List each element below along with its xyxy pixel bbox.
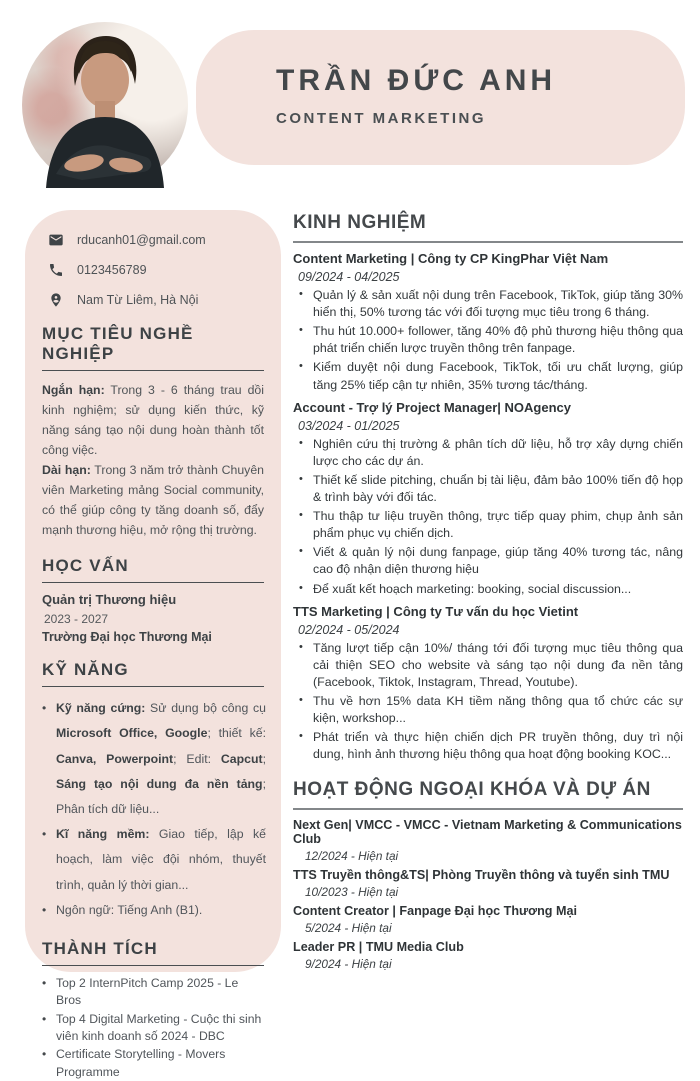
contact-address-row bbox=[48, 292, 266, 308]
skill-item-soft: • Kĩ năng mềm: Giao tiếp, lập kế hoạch, làm việc đội nhóm, thuyết trình, quản lý thời gian... bbox=[42, 822, 266, 898]
job-bullet: • Để xuất kết hoạch marketing: booking, social discussion... bbox=[297, 581, 683, 598]
objective-long-term bbox=[42, 460, 264, 540]
job-date: 09/2024 - 04/2025 bbox=[298, 270, 400, 284]
achievements-heading: THÀNH TÍCH bbox=[42, 939, 264, 966]
activity-title: Leader PR | TMU Media Club bbox=[293, 940, 464, 955]
job-bullet: • Phát triển và thực hiện chiến dịch PR truyền thông, duy trì nội dung, hình ảnh thương hiệu thông qua hoạt động booking KOC... bbox=[297, 729, 683, 763]
activity-item bbox=[293, 940, 683, 971]
experience-job bbox=[293, 400, 683, 598]
job-date: 03/2024 - 01/2025 bbox=[298, 418, 400, 433]
job-bullet: • Thu hút 10.000+ follower, tăng 40% độ phủ thương hiệu thông qua phát triển chiến lược truyền thông trên fanpage. bbox=[297, 323, 683, 357]
experience-job bbox=[293, 604, 683, 764]
activity-title: Content Creator | Fanpage Đại học Thương Mại bbox=[293, 904, 577, 919]
job-bullet: • Thiết kế slide pitching, chuẩn bị tài liệu, đảm bảo 100% tiến độ họp & trình bày với đối tác. bbox=[297, 472, 683, 506]
experience-heading: KINH NGHIỆM bbox=[293, 212, 683, 243]
job-title: Account - Trợ lý Project Manager| NOAgency bbox=[293, 399, 571, 415]
objective-short-text: Trong 3 - 6 tháng trau dồi kinh nghiệm; sử dụng kiến thức, kỹ năng sáng tạo nội dung hoàn thành tốt công việc. bbox=[42, 383, 264, 458]
education-major: Quản trị Thương hiệu bbox=[42, 592, 177, 608]
header-banner bbox=[196, 30, 685, 165]
job-bullet: • Thu thập tư liệu truyền thông, trực tiếp quay phim, chụp ảnh sản phẩm phục vụ chiến dịch. bbox=[297, 508, 683, 542]
achievement-item: • Certificate Storytelling - Movers Programme bbox=[42, 1046, 266, 1081]
job-bullet: • Quản lý & sản xuất nội dung trên Facebook, TikTok, giúp tăng 30% hiển thị, 50% tương tác với đối tượng mục tiêu trong 6 tháng. bbox=[297, 287, 683, 321]
job-bullet: • Tăng lượt tiếp cận 10%/ tháng tới đối tượng mục tiêu thông qua cải thiện SEO cho website và sáng tạo nội dung đa nền tảng (Facebook, Tiktok, Instagram, Thread, Youtube). bbox=[297, 640, 683, 691]
activity-title: Next Gen| VMCC - VMCC - Vietnam Marketing & Communications Club bbox=[293, 818, 682, 847]
person-portrait-illustration bbox=[22, 22, 188, 188]
email-text: rducanh01@gmail.com bbox=[77, 233, 206, 247]
phone-icon bbox=[48, 262, 64, 278]
objective-short-term bbox=[42, 380, 264, 460]
education-years: 2023 - 2027 bbox=[44, 612, 109, 627]
objective-short-label: Ngắn hạn: bbox=[42, 383, 105, 397]
main-column bbox=[293, 212, 683, 976]
job-bullet-list bbox=[293, 640, 683, 764]
candidate-role: CONTENT MARKETING bbox=[276, 110, 486, 127]
sidebar bbox=[25, 210, 281, 1079]
contact-phone-row bbox=[48, 262, 266, 278]
skills-list bbox=[42, 696, 266, 923]
job-bullet: • Thu về hơn 15% data KH tiềm năng thông qua tổ chức các sự kiện, workshop... bbox=[297, 693, 683, 727]
activity-item bbox=[293, 904, 683, 935]
achievement-item: • Top 2 InternPitch Camp 2025 - Le Bros bbox=[42, 975, 266, 1010]
activity-date: 5/2024 - Hiện tại bbox=[305, 921, 392, 936]
activity-item bbox=[293, 868, 683, 899]
activity-date: 10/2023 - Hiện tại bbox=[305, 885, 399, 900]
contact-email-row bbox=[48, 232, 266, 248]
skills-heading: KỸ NĂNG bbox=[42, 660, 264, 687]
education-school: Trường Đại học Thương Mại bbox=[42, 630, 212, 645]
activity-date: 12/2024 - Hiện tại bbox=[305, 849, 399, 864]
activities-heading: HOẠT ĐỘNG NGOẠI KHÓA VÀ DỰ ÁN bbox=[293, 779, 683, 810]
experience-job bbox=[293, 251, 683, 394]
profile-photo bbox=[22, 22, 188, 188]
job-bullet: • Kiểm duyệt nội dung Facebook, TikTok, tối ưu chất lượng, giúp tăng 25% tiếp cận tự nhiên, 35% tương tác/tháng. bbox=[297, 359, 683, 393]
achievements-list bbox=[42, 975, 266, 1081]
location-pin-icon bbox=[48, 292, 64, 308]
activity-date: 9/2024 - Hiện tại bbox=[305, 957, 392, 972]
job-bullet: • Nghiên cứu thị trường & phân tích dữ liệu, hỗ trợ xây dựng chiến lược cho các dự án. bbox=[297, 436, 683, 470]
address-text: Nam Từ Liêm, Hà Nội bbox=[77, 293, 199, 307]
job-title: Content Marketing | Công ty CP KingPhar Việt Nam bbox=[293, 251, 609, 266]
job-bullet-list bbox=[293, 436, 683, 598]
education-heading: HỌC VẤN bbox=[42, 556, 264, 583]
job-bullet: • Viết & quản lý nội dung fanpage, giúp tăng 40% tương tác, nâng cao độ nhận diện thương hiệu bbox=[297, 544, 683, 578]
phone-text: 0123456789 bbox=[77, 263, 147, 277]
job-date: 02/2024 - 05/2024 bbox=[298, 622, 400, 637]
contact-section bbox=[40, 232, 266, 308]
objective-heading: MỤC TIÊU NGHỀ NGHIỆP bbox=[42, 324, 264, 371]
job-title: TTS Marketing | Công ty Tư vấn du học Vietint bbox=[293, 603, 579, 619]
skill-item-hard: • Kỹ năng cứng: Sử dụng bộ công cụ Microsoft Office, Google; thiết kế: Canva, Powerpoint; Edit: Capcut; Sáng tạo nội dung đa nền tảng; Phân tích dữ liệu... bbox=[42, 696, 266, 822]
achievement-item: • Top 4 Digital Marketing - Cuộc thi sinh viên kinh doanh số 2024 - DBC bbox=[42, 1011, 266, 1046]
activity-item bbox=[293, 818, 683, 863]
activity-title: TTS Truyền thông&TS| Phòng Truyền thông và tuyển sinh TMU bbox=[293, 868, 670, 883]
job-bullet-list bbox=[293, 287, 683, 394]
objective-long-label: Dài hạn: bbox=[42, 463, 91, 478]
skill-item-language: • Ngôn ngữ: Tiếng Anh (B1). bbox=[42, 898, 266, 923]
envelope-icon bbox=[48, 232, 64, 248]
objective-long-text: Trong 3 năm trở thành Chuyên viên Marketing mảng Social community, có thể giúp công ty tăng doanh số, đẩy mạnh thương hiệu, mở rộng thị trường. bbox=[42, 463, 265, 538]
candidate-name: TRẦN ĐỨC ANH bbox=[276, 64, 557, 97]
